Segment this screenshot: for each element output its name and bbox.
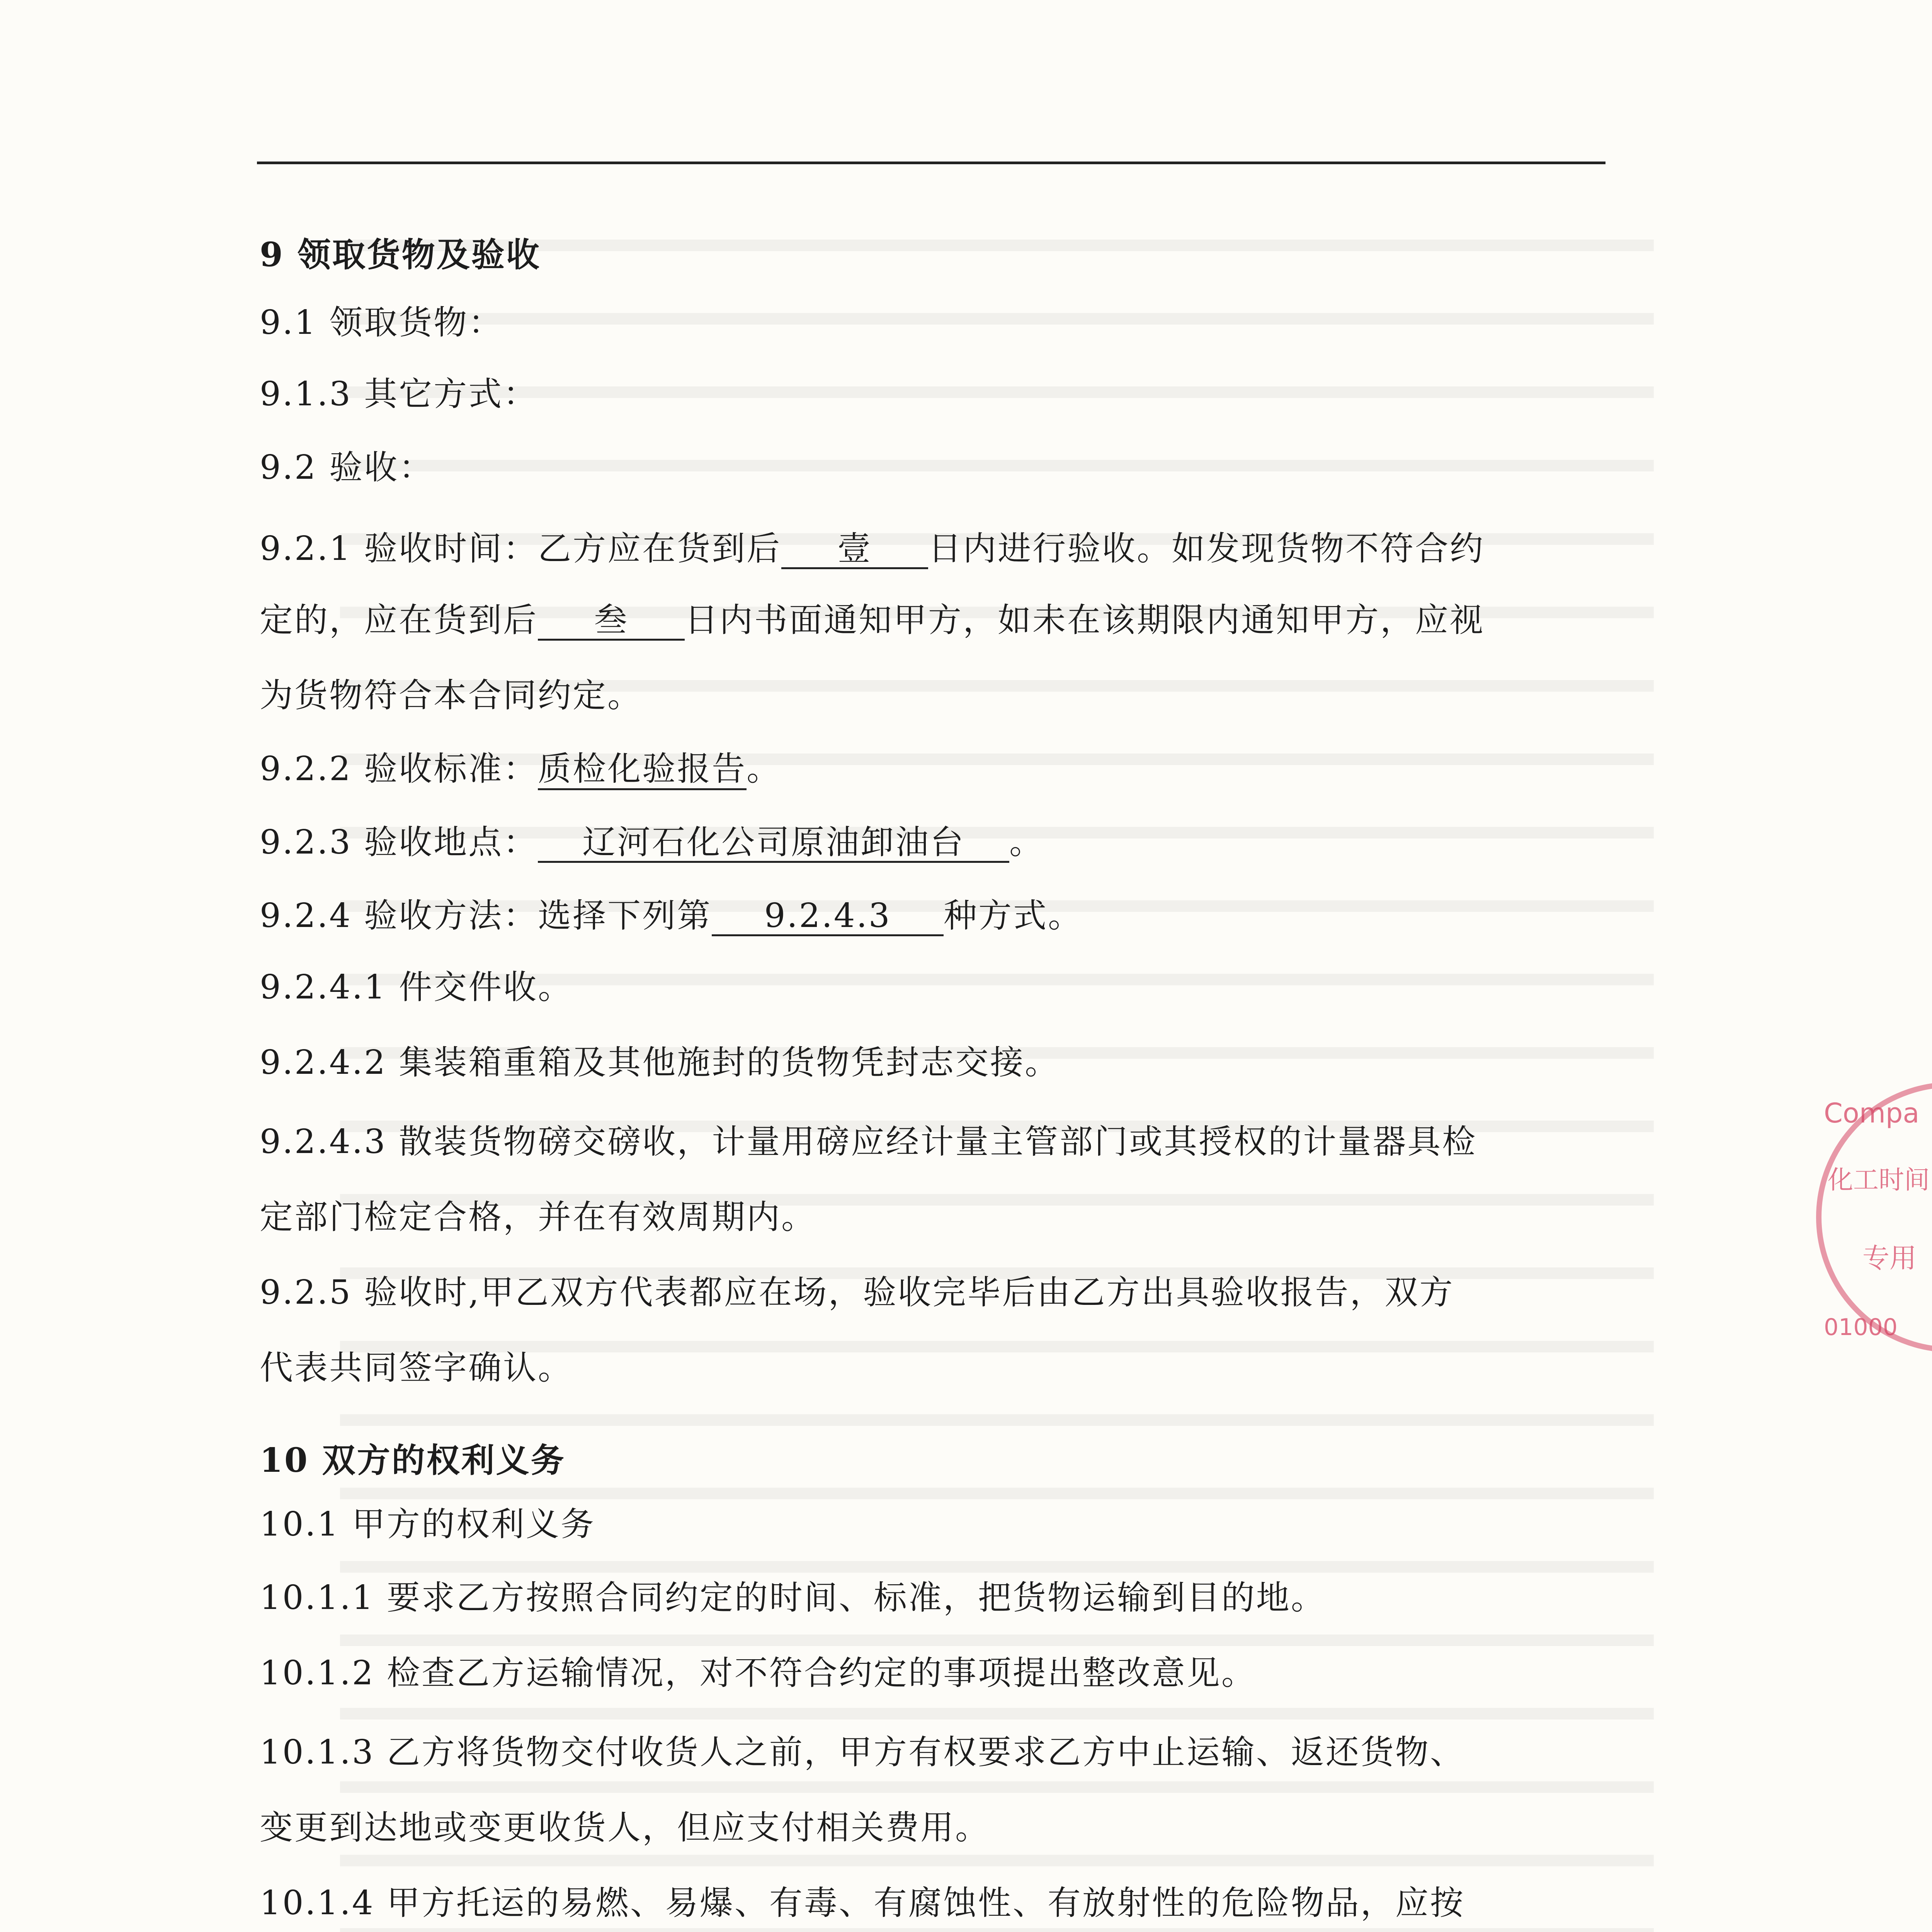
clause-9-2-1-line2: 定的，应在货到后 叁 日内书面通知甲方，如未在该期限内通知甲方，应视 [260, 599, 1485, 641]
clause-9-2-5-line2: 代表共同签字确认。 [260, 1349, 573, 1387]
clause-9-2-2: 9.2.2 验收标准：质检化验报告。 [260, 748, 781, 790]
clause-9-2-4-3-line2: 定部门检定合格，并在有效周期内。 [260, 1198, 816, 1236]
clause-9-2-3: 9.2.3 验收地点： 辽河石化公司原油卸油台 。 [260, 821, 1044, 864]
clause-9-2-5-line1: 9.2.5 验收时,甲乙双方代表都应在场，验收完毕后由乙方出具验收报告，双方 [260, 1273, 1454, 1312]
clause-9-2-1-line1: 9.2.1 验收时间：乙方应在货到后 壹 日内进行验收。如发现货物不符合约 [260, 527, 1485, 570]
days-blank-2: 叁 [538, 602, 685, 641]
clause-10-1-2: 10.1.2 检查乙方运输情况，对不符合约定的事项提出整改意见。 [260, 1654, 1256, 1692]
clause-9-2-4-3-line1: 9.2.4.3 散装货物磅交磅收，计量用磅应经计量主管部门或其授权的计量器具检 [260, 1122, 1477, 1161]
section-10-heading: 10 双方的权利义务 [260, 1441, 566, 1480]
clause-10-1: 10.1 甲方的权利义务 [260, 1505, 595, 1544]
clause-9-1-3: 9.1.3 其它方式： [260, 375, 538, 413]
clause-9-2-4-1: 9.2.4.1 件交件收。 [260, 968, 573, 1007]
header-rule [257, 162, 1605, 164]
acceptance-standard-value: 质检化验报告 [538, 750, 747, 790]
section-9-heading: 9 领取货物及验收 [260, 235, 541, 274]
clause-9-2-4: 9.2.4 验收方法：选择下列第 9.2.4.3 种方式。 [260, 895, 1083, 937]
company-seal-stamp: Compa 化工时间 专用 01000 [1816, 1082, 1932, 1383]
clause-9-2-1-line3: 为货物符合本合同约定。 [260, 676, 642, 715]
clause-9-1: 9.1 领取货物： [260, 303, 503, 342]
clause-10-1-3-line1: 10.1.3 乙方将货物交付收货人之前，甲方有权要求乙方中止运输、返还货物、 [260, 1733, 1465, 1772]
clause-10-1-3-line2: 变更到达地或变更收货人，但应支付相关费用。 [260, 1808, 990, 1847]
clause-9-2-4-2: 9.2.4.2 集装箱重箱及其他施封的货物凭封志交接。 [260, 1043, 1060, 1082]
clause-9-2: 9.2 验收： [260, 448, 434, 487]
acceptance-location-value: 辽河石化公司原油卸油台 [538, 824, 1009, 863]
acceptance-method-value: 9.2.4.3 [712, 897, 944, 936]
clause-10-1-4-line1: 10.1.4 甲方托运的易燃、易爆、有毒、有腐蚀性、有放射性的危险物品，应按 [260, 1884, 1465, 1922]
days-blank-1: 壹 [781, 530, 928, 569]
clause-10-1-1: 10.1.1 要求乙方按照合同约定的时间、标准，把货物运输到目的地。 [260, 1578, 1326, 1617]
